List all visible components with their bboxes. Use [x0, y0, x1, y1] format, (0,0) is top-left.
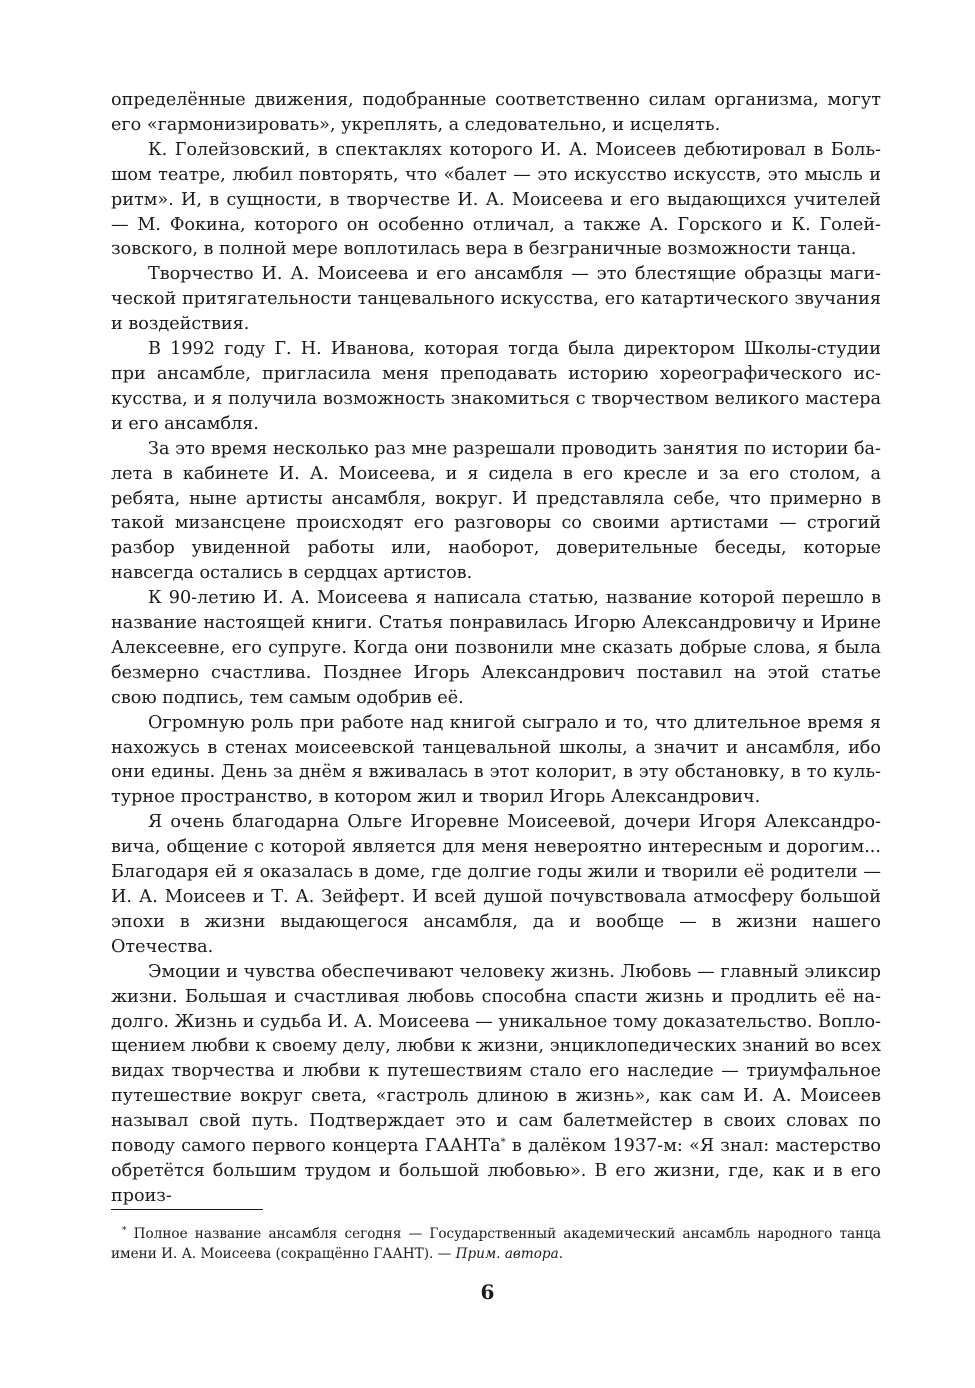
paragraph-2: К. Голейзовский, в спектаклях которого И. А. Моисеев дебютировал в Большом театре, любил повторять, что «балет — это искусство искусств, это мысль и ритм». И, в сущности, в творчестве И. А. Моисеева и его выдающихся учителей — М. Фокина, которого он особенно отличал, а также А. Горского и К. Голейзовского, в полной мере воплотилась вера в безграничные возможности танца.	[111, 139, 881, 260]
paragraph-9	[111, 960, 881, 1209]
footnote-reference[interactable]: *	[500, 1137, 506, 1149]
main-text	[111, 88, 881, 1209]
page-body	[111, 88, 881, 1209]
paragraph-3: Творчество И. А. Моисеева и его ансамбля — это блестящие образцы магической притягательности танцевального искусства, его катартического звучания и воздействия.	[111, 264, 881, 335]
paragraph-1: определённые движения, подобранные соответственно силам организма, могут его «гармонизировать», укреплять, а следовательно, и исцелять.	[111, 90, 881, 135]
footnote	[111, 1225, 881, 1264]
footnote-divider	[111, 1209, 263, 1210]
paragraph-9-text: Эмоции и чувства обеспечивают человеку жизнь. Любовь — главный эликсир жизни. Большая и счастливая любовь способна спасти жизнь и продлить её надолго. Жизнь и судьба И. А. Моисеева — уникальное тому доказательство. Воплощением любви к своему делу, любви к жизни, энциклопедических знаний во всех видах творчества и любви к путешествиям стало его наследие — триумфальное путешествие вокруг света, «гастроль длиною в жизнь», как сам И. А. Моисеев называл свой путь. Подтверждает это и сам балетмейстер в своих словах по поводу самого первого концерта ГААНТа	[111, 961, 881, 1157]
paragraph-6: К 90-летию И. А. Моисеева я написала статью, название которой перешло в название настоящей книги. Статья понравилась Игорю Александровичу и Ирине Алексеевне, его супруге. Когда они позвонили мне сказать добрые слова, я была безмерно счастлива. Позднее Игорь Александрович поставил на этой статье свою подпись, тем самым одобрив её.	[111, 588, 881, 708]
page-number: 6	[480, 1280, 495, 1304]
paragraph-4: В 1992 году Г. Н. Иванова, которая тогда была директором Школы-студии при ансамбле, пригласила меня преподавать историю хореографического искусства, и я получила возможность знакомиться с творчеством великого мастера и его ансамбля.	[111, 339, 881, 434]
footnote-note: Прим. автора.	[455, 1245, 564, 1262]
footnote-mark: *	[122, 1226, 127, 1236]
paragraph-7: Огромную роль при работе над книгой сыграло и то, что длительное время я нахожусь в стенах моисеевской танцевальной школы, а значит и ансамбля, ибо они едины. День за днём я вживалась в этот колорит, в эту обстановку, в то культурное пространство, в котором жил и творил Игорь Александрович.	[111, 712, 881, 808]
paragraph-5: За это время несколько раз мне разрешали проводить занятия по истории балета в кабинете И. А. Моисеева, и я сидела в его кресле и за его столом, а ребята, ныне артисты ансамбля, вокруг. И представляла себе, что примерно в такой мизансцене происходят его разговоры со своими артистами — строгий разбор увиденной работы или, наоборот, доверительные беседы, которые навсегда остались в сердцах артистов.	[111, 438, 881, 584]
paragraph-8: Я очень благодарна Ольге Игоревне Моисеевой, дочери Игоря Александровича, общение с которой является для меня невероятно интересным и дорогим... Благодаря ей я оказалась в доме, где долгие годы жили и творили её родители — И. А. Моисеев и Т. А. Зейферт. И всей душой почувствовала атмосферу большой эпохи в жизни выдающегося ансамбля, да и вообще — в жизни нашего Отечества.	[111, 812, 881, 957]
footnote-text: Полное название ансамбля сегодня — Государственный академический ансамбль народного танца имени И. А. Моисеева (сокращённо ГААНТ). —	[111, 1226, 881, 1262]
paragraph-9-continuation: в далёком 1937-м: «Я знал: мастерство обретётся большим трудом и большой любовью». В его жизни, где, как и в его произ-	[111, 1136, 882, 1206]
